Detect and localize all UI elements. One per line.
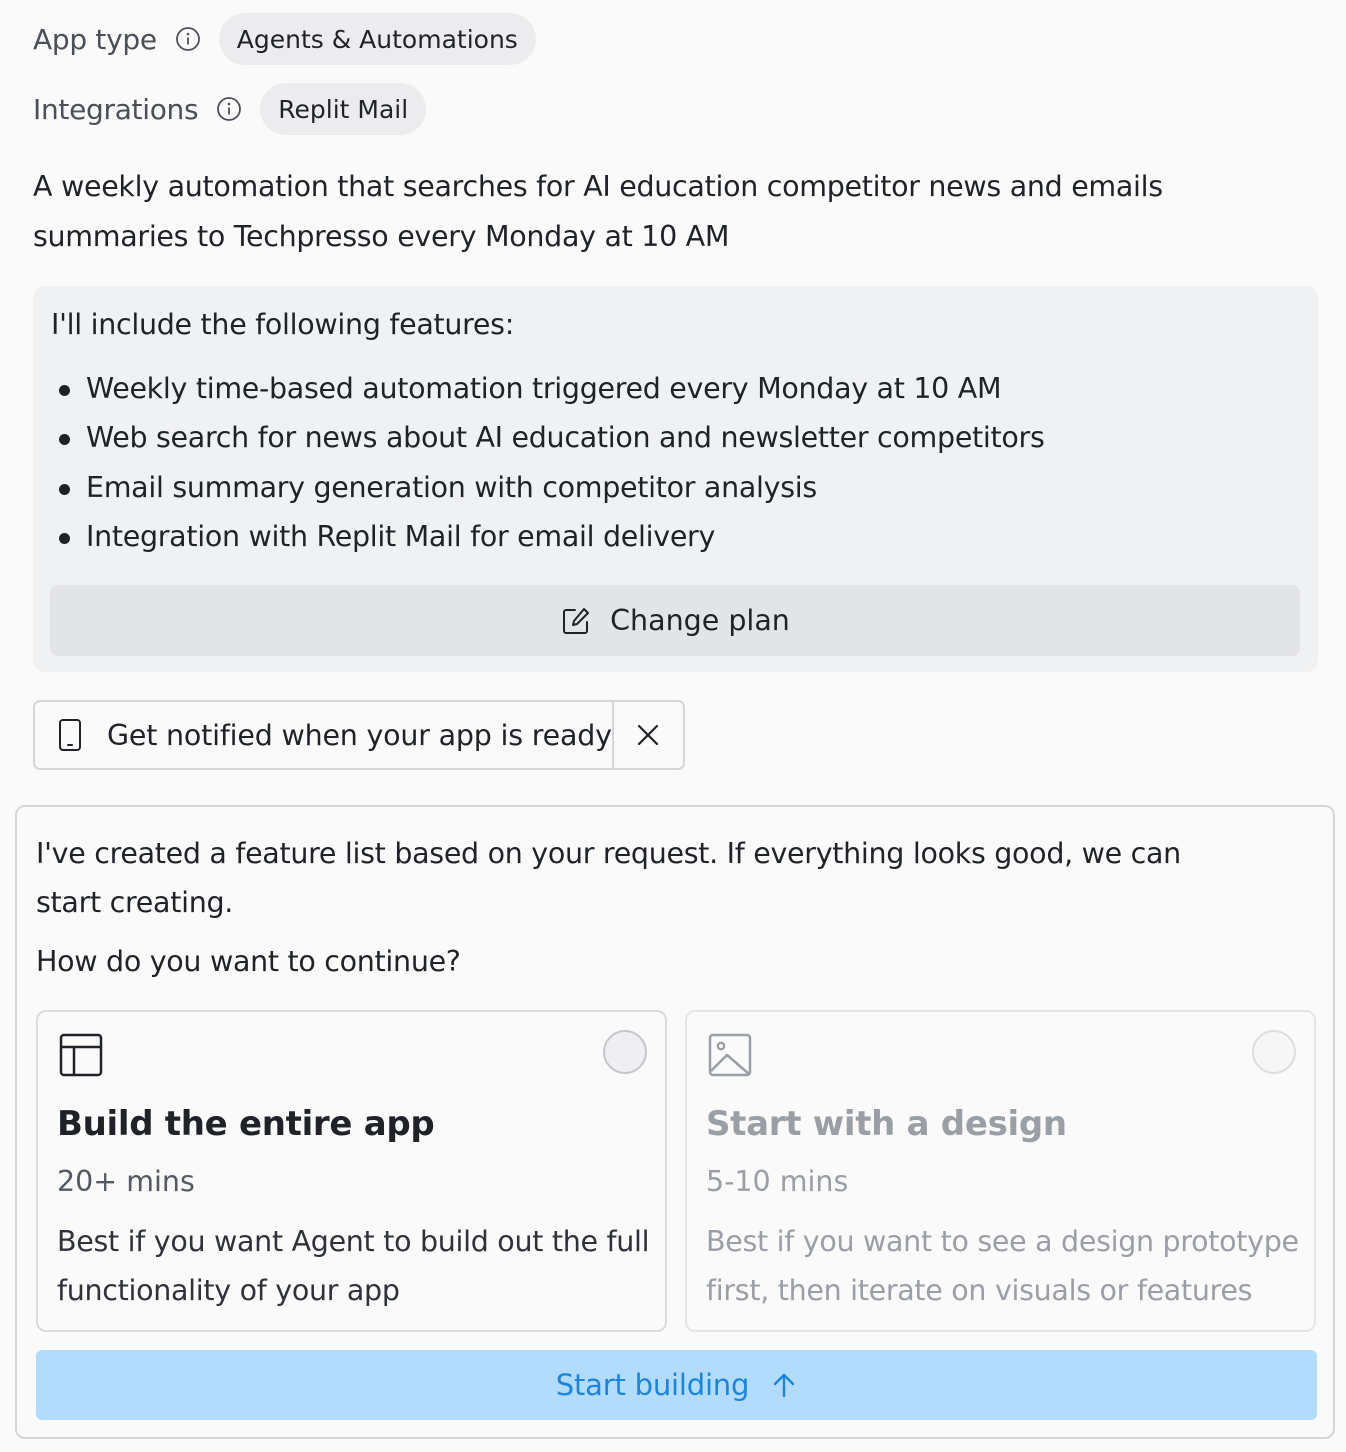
close-button[interactable] bbox=[614, 702, 683, 768]
app-type-label: App type bbox=[33, 22, 157, 56]
continue-panel bbox=[15, 805, 1335, 1439]
list-item: Email summary generation with competitor analysis bbox=[51, 463, 1045, 512]
option-radio[interactable] bbox=[603, 1030, 647, 1074]
integrations-label: Integrations bbox=[33, 92, 199, 126]
notify-label: Get notified when your app is ready bbox=[107, 718, 612, 752]
start-building-button[interactable] bbox=[36, 1350, 1317, 1420]
list-item: Integration with Replit Mail for email delivery bbox=[51, 512, 1045, 561]
option-start-with-design[interactable] bbox=[685, 1010, 1316, 1332]
notify-button[interactable] bbox=[35, 702, 614, 768]
option-title: Start with a design bbox=[706, 1104, 1067, 1144]
image-icon bbox=[707, 1032, 753, 1078]
close-icon bbox=[635, 722, 661, 748]
app-type-chip: Agents & Automations bbox=[219, 13, 536, 65]
change-plan-label: Change plan bbox=[610, 604, 790, 637]
option-time: 5-10 mins bbox=[706, 1165, 849, 1198]
app-type-row bbox=[33, 13, 536, 65]
plan-title: I'll include the following features: bbox=[51, 308, 515, 341]
start-building-label: Start building bbox=[555, 1368, 750, 1402]
option-description: Best if you want to see a design prototype first, then iterate on visuals or features bbox=[706, 1225, 1299, 1307]
notify-banner bbox=[33, 700, 685, 770]
integrations-row bbox=[33, 83, 426, 135]
integration-chip: Replit Mail bbox=[260, 83, 426, 135]
layout-icon bbox=[58, 1032, 104, 1078]
app-description: A weekly automation that searches for AI education competitor news and emails summaries to Techpresso every Monday at 10 AM bbox=[33, 170, 1163, 253]
plan-box bbox=[33, 286, 1318, 672]
edit-icon bbox=[560, 605, 592, 637]
feature-list bbox=[51, 364, 1045, 561]
arrow-up-icon bbox=[771, 1371, 797, 1399]
phone-icon bbox=[57, 718, 83, 752]
agent-message: I've created a feature list based on your request. If everything looks good, we can start creating. bbox=[36, 837, 1181, 919]
option-radio[interactable] bbox=[1252, 1030, 1296, 1074]
info-icon[interactable] bbox=[216, 96, 242, 122]
option-time: 20+ mins bbox=[57, 1165, 195, 1198]
option-description: Best if you want Agent to build out the full functionality of your app bbox=[57, 1225, 650, 1307]
option-build-entire-app[interactable] bbox=[36, 1010, 667, 1332]
list-item: Web search for news about AI education and newsletter competitors bbox=[51, 413, 1045, 462]
change-plan-button[interactable] bbox=[50, 585, 1300, 656]
info-icon[interactable] bbox=[175, 26, 201, 52]
list-item: Weekly time-based automation triggered every Monday at 10 AM bbox=[51, 364, 1045, 413]
continue-question: How do you want to continue? bbox=[36, 945, 461, 978]
option-title: Build the entire app bbox=[57, 1104, 435, 1144]
